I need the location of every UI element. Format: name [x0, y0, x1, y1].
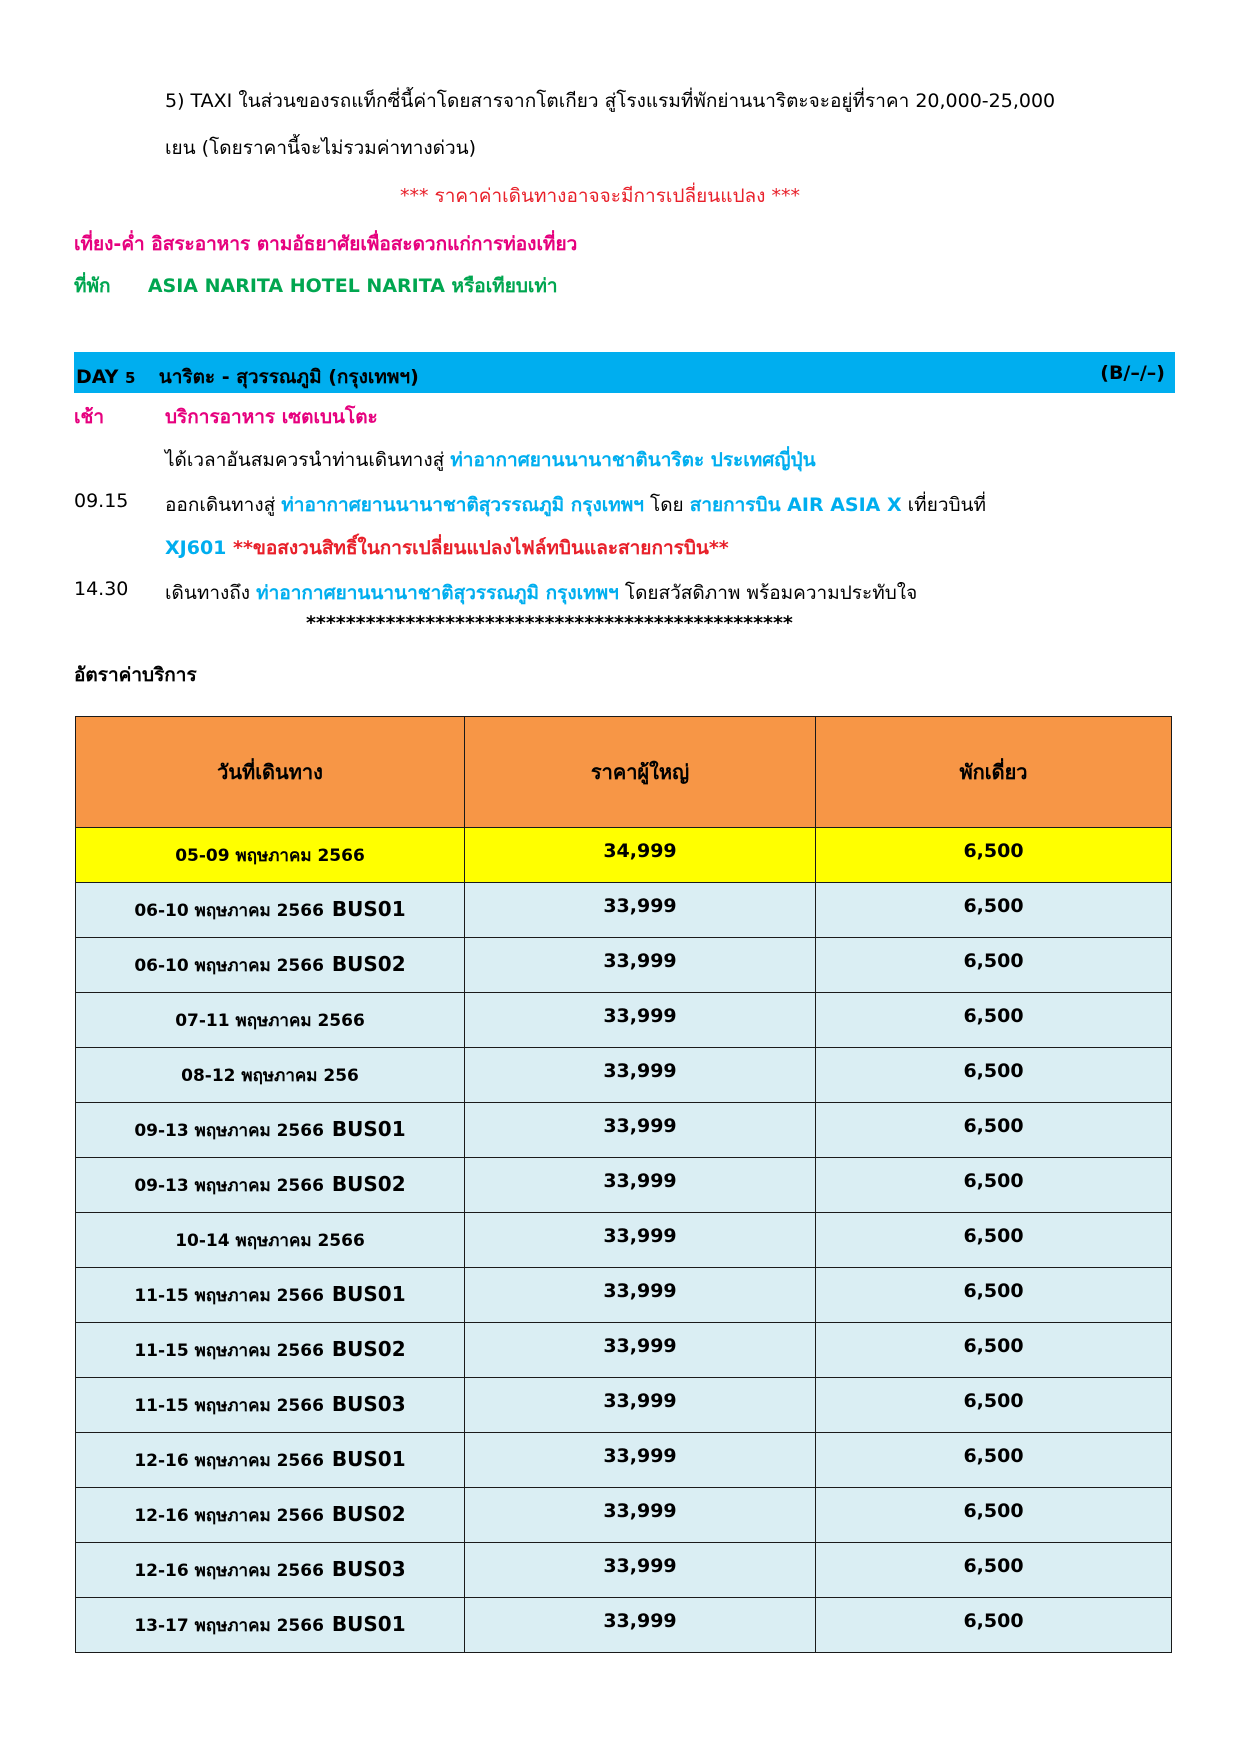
flight-text: เที่ยวบินที่	[907, 494, 987, 516]
single-supplement-price: 6,500	[963, 1445, 1024, 1467]
arrive-text: เดินทางถึง	[165, 582, 251, 604]
travel-date: 08-12 พฤษภาคม 256	[181, 1065, 359, 1086]
rate-row	[76, 1048, 1172, 1103]
rate-adult-cell	[465, 1378, 816, 1433]
rate-single-cell	[816, 1268, 1172, 1323]
rate-date-cell	[76, 1158, 465, 1213]
travel-date: 12-16 พฤษภาคม 2566	[134, 1505, 324, 1526]
rate-adult-cell	[465, 828, 816, 883]
rate-adult-cell	[465, 1268, 816, 1323]
single-supplement-price: 6,500	[963, 1060, 1024, 1082]
rate-date-cell	[76, 1103, 465, 1158]
bus-code: BUS02	[331, 951, 406, 976]
rate-adult-cell	[465, 1543, 816, 1598]
single-supplement-price: 6,500	[963, 1005, 1024, 1027]
single-supplement-price: 6,500	[963, 1170, 1024, 1192]
hotel-suffix: หรือเทียบเท่า	[451, 275, 558, 297]
single-supplement-price: 6,500	[963, 840, 1024, 862]
header-travel-date: วันที่เดินทาง	[76, 717, 465, 828]
rate-row	[76, 993, 1172, 1048]
rate-row	[76, 1543, 1172, 1598]
rate-adult-cell	[465, 938, 816, 993]
travel-date: 11-15 พฤษภาคม 2566	[134, 1340, 324, 1361]
rate-row	[76, 1323, 1172, 1378]
rate-single-cell	[816, 1323, 1172, 1378]
rate-adult-cell	[465, 883, 816, 938]
rate-single-cell	[816, 1543, 1172, 1598]
flight-number: XJ601	[165, 537, 227, 559]
flight-change-note: **ขอสงวนสิทธิ์ในการเปลี่ยนแปลงไฟล์ทบินและสายการบิน**	[233, 537, 729, 559]
time-0915: 09.15	[74, 490, 129, 512]
rates-header-row	[76, 717, 1172, 828]
price-change-notice: *** ราคาค่าเดินทางอาจจะมีการเปลี่ยนแปลง ***	[400, 185, 801, 207]
bus-code: BUS03	[331, 1391, 406, 1416]
rate-single-cell	[816, 1433, 1172, 1488]
travel-date: 13-17 พฤษภาคม 2566	[134, 1615, 324, 1636]
rate-row	[76, 1158, 1172, 1213]
rate-row	[76, 1488, 1172, 1543]
rate-single-cell	[816, 1048, 1172, 1103]
bus-code: BUS01	[331, 896, 406, 921]
star-divider: *************************************************	[306, 612, 793, 634]
day-route: นาริตะ - สุวรรณภูมิ (กรุงเทพฯ)	[158, 366, 419, 388]
rate-date-cell	[76, 828, 465, 883]
rate-row	[76, 1433, 1172, 1488]
departure-line	[165, 490, 986, 520]
header-single-supplement: พักเดี่ยว	[816, 717, 1172, 828]
rate-date-cell	[76, 1488, 465, 1543]
adult-price: 33,999	[603, 1115, 677, 1137]
adult-price: 33,999	[603, 1335, 677, 1357]
flight-line	[165, 533, 729, 563]
rate-single-cell	[816, 828, 1172, 883]
day-meals-code: (B/–/–)	[1100, 362, 1165, 384]
bus-code: BUS01	[331, 1446, 406, 1471]
hotel-name: ASIA NARITA HOTEL NARITA	[147, 275, 445, 297]
rate-single-cell	[816, 1158, 1172, 1213]
rate-date-cell	[76, 883, 465, 938]
rate-adult-cell	[465, 1488, 816, 1543]
rate-row	[76, 1268, 1172, 1323]
bus-code: BUS02	[331, 1501, 406, 1526]
rate-adult-cell	[465, 1598, 816, 1653]
single-supplement-price: 6,500	[963, 895, 1024, 917]
airline-name: สายการบิน AIR ASIA X	[689, 494, 902, 516]
arrival-line	[165, 578, 917, 608]
rate-date-cell	[76, 1268, 465, 1323]
rate-date-cell	[76, 1598, 465, 1653]
rate-date-cell	[76, 1543, 465, 1598]
hotel-line	[74, 271, 558, 301]
rate-row	[76, 1103, 1172, 1158]
adult-price: 33,999	[603, 1225, 677, 1247]
adult-price: 33,999	[603, 1390, 677, 1412]
single-supplement-price: 6,500	[963, 1610, 1024, 1632]
rate-adult-cell	[465, 1158, 816, 1213]
single-supplement-price: 6,500	[963, 950, 1024, 972]
day-header-band	[74, 352, 1175, 393]
bus-code: BUS01	[331, 1281, 406, 1306]
adult-price: 33,999	[603, 1500, 677, 1522]
rate-single-cell	[816, 1103, 1172, 1158]
depart-text: ออกเดินทางสู่	[165, 494, 276, 516]
rate-row	[76, 938, 1172, 993]
arrive-suffix: โดยสวัสดิภาพ พร้อมความประทับใจ	[624, 582, 918, 604]
rate-single-cell	[816, 883, 1172, 938]
bus-code: BUS03	[331, 1556, 406, 1581]
rate-single-cell	[816, 1598, 1172, 1653]
travel-date: 09-13 พฤษภาคม 2566	[134, 1175, 324, 1196]
adult-price: 33,999	[603, 895, 677, 917]
travel-date: 06-10 พฤษภาคม 2566	[134, 900, 324, 921]
morning-label: เช้า	[74, 406, 105, 428]
rate-date-cell	[76, 1433, 465, 1488]
rate-date-cell	[76, 938, 465, 993]
adult-price: 33,999	[603, 1005, 677, 1027]
travel-date: 05-09 พฤษภาคม 2566	[175, 845, 365, 866]
arrive-destination: ท่าอากาศยานนานาชาติสุวรรณภูมิ กรุงเทพฯ	[256, 582, 619, 604]
bus-code: BUS01	[331, 1611, 406, 1636]
adult-price: 34,999	[603, 840, 677, 862]
day-label: DAY	[76, 366, 119, 388]
rate-single-cell	[816, 938, 1172, 993]
single-supplement-price: 6,500	[963, 1115, 1024, 1137]
by-text: โดย	[650, 494, 684, 516]
hotel-label: ที่พัก	[74, 275, 111, 297]
transfer-text: ได้เวลาอันสมควรนำท่านเดินทางสู่	[165, 449, 445, 471]
adult-price: 33,999	[603, 1445, 677, 1467]
single-supplement-price: 6,500	[963, 1335, 1024, 1357]
rate-date-cell	[76, 1323, 465, 1378]
rate-date-cell	[76, 1213, 465, 1268]
rate-single-cell	[816, 1378, 1172, 1433]
rate-date-cell	[76, 993, 465, 1048]
travel-date: 12-16 พฤษภาคม 2566	[134, 1560, 324, 1581]
travel-date: 06-10 พฤษภาคม 2566	[134, 955, 324, 976]
taxi-line-1: 5) TAXI ในส่วนของรถแท็กซี่นี้ค่าโดยสารจากโตเกียว สู่โรงแรมที่พักย่านนาริตะจะอยู่ที่ราคา 20,000-25,000	[165, 90, 1056, 112]
single-supplement-price: 6,500	[963, 1280, 1024, 1302]
rates-title: อัตราค่าบริการ	[74, 664, 197, 686]
rate-date-cell	[76, 1048, 465, 1103]
adult-price: 33,999	[603, 1610, 677, 1632]
transfer-destination: ท่าอากาศยานนานาชาตินาริตะ ประเทศญี่ปุ่น	[450, 449, 816, 471]
rate-row	[76, 1213, 1172, 1268]
travel-date: 07-11 พฤษภาคม 2566	[175, 1010, 365, 1031]
rate-single-cell	[816, 993, 1172, 1048]
header-adult-price: ราคาผู้ใหญ่	[465, 717, 816, 828]
single-supplement-price: 6,500	[963, 1555, 1024, 1577]
taxi-line-2: เยน (โดยราคานี้จะไม่รวมค่าทางด่วน)	[165, 137, 477, 159]
adult-price: 33,999	[603, 1170, 677, 1192]
adult-price: 33,999	[603, 1555, 677, 1577]
day-number: 5	[125, 369, 136, 387]
day-header-left	[76, 362, 419, 392]
rate-adult-cell	[465, 1103, 816, 1158]
single-supplement-price: 6,500	[963, 1390, 1024, 1412]
single-supplement-price: 6,500	[963, 1500, 1024, 1522]
bus-code: BUS02	[331, 1336, 406, 1361]
rate-adult-cell	[465, 993, 816, 1048]
transfer-line	[165, 445, 816, 475]
travel-date: 12-16 พฤษภาคม 2566	[134, 1450, 324, 1471]
rate-adult-cell	[465, 1048, 816, 1103]
single-supplement-price: 6,500	[963, 1225, 1024, 1247]
rate-row	[76, 883, 1172, 938]
meals-note: เที่ยง-ค่ำ อิสระอาหาร ตามอัธยาศัยเพื่อสะดวกแก่การท่องเที่ยว	[74, 233, 578, 255]
rate-single-cell	[816, 1488, 1172, 1543]
depart-destination: ท่าอากาศยานนานาชาติสุวรรณภูมิ กรุงเทพฯ	[281, 494, 644, 516]
rate-row	[76, 828, 1172, 883]
rate-row	[76, 1598, 1172, 1653]
travel-date: 10-14 พฤษภาคม 2566	[175, 1230, 365, 1251]
breakfast-note: บริการอาหาร เซตเบนโตะ	[165, 406, 378, 428]
rate-row	[76, 1378, 1172, 1433]
rate-adult-cell	[465, 1323, 816, 1378]
rate-adult-cell	[465, 1213, 816, 1268]
adult-price: 33,999	[603, 950, 677, 972]
rate-date-cell	[76, 1378, 465, 1433]
bus-code: BUS01	[331, 1116, 406, 1141]
bus-code: BUS02	[331, 1171, 406, 1196]
adult-price: 33,999	[603, 1060, 677, 1082]
travel-date: 11-15 พฤษภาคม 2566	[134, 1285, 324, 1306]
rates-table	[75, 716, 1172, 1653]
rate-single-cell	[816, 1213, 1172, 1268]
time-1430: 14.30	[74, 578, 129, 600]
travel-date: 09-13 พฤษภาคม 2566	[134, 1120, 324, 1141]
adult-price: 33,999	[603, 1280, 677, 1302]
rate-adult-cell	[465, 1433, 816, 1488]
travel-date: 11-15 พฤษภาคม 2566	[134, 1395, 324, 1416]
